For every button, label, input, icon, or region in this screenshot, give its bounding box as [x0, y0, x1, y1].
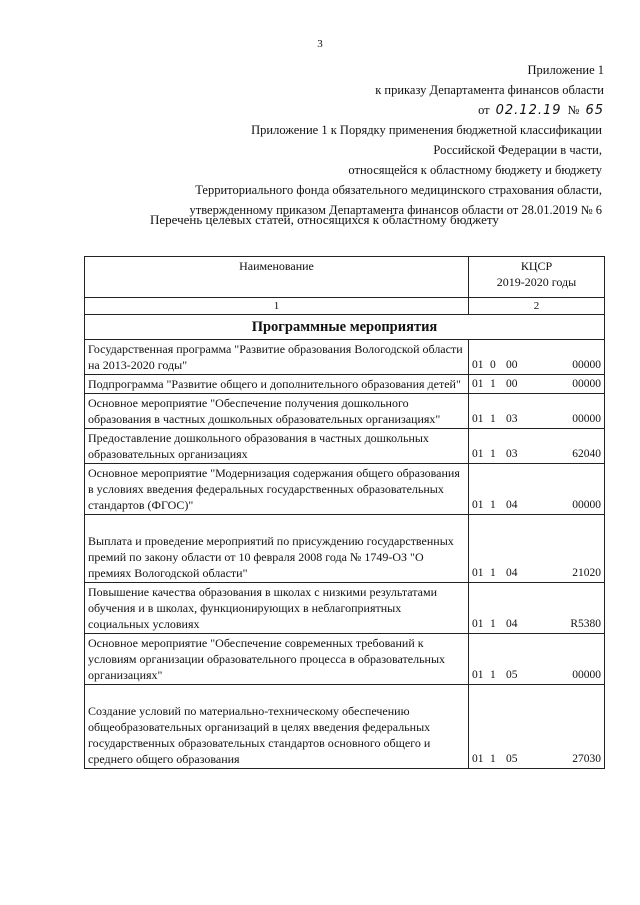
code-c4: 00000	[572, 669, 601, 681]
table-row	[85, 394, 605, 429]
code-c2: 1	[490, 669, 496, 681]
row-name: Предоставление дошкольного образования в частных дошкольных образовательных организациях	[85, 429, 469, 464]
row-code	[469, 583, 605, 634]
code-c2: 1	[490, 378, 496, 390]
procedure-line: утвержденному приказом Департамента финансов области от 28.01.2019 № 6	[189, 203, 602, 217]
column-number-row	[85, 298, 605, 315]
appendix-header	[375, 60, 604, 121]
code-c1: 01	[472, 499, 484, 511]
target-articles-table	[84, 256, 605, 769]
table-row	[85, 340, 605, 375]
row-code	[469, 340, 605, 375]
row-code	[469, 464, 605, 515]
code-c1: 01	[472, 413, 484, 425]
code-c3: 04	[506, 618, 518, 630]
row-name: Выплата и проведение мероприятий по присуждению государственных премий по закону области от 10 февраля 2008 года № 1749-ОЗ "О премиях Вологодской области"	[85, 515, 469, 583]
row-code	[469, 685, 605, 769]
row-code	[469, 429, 605, 464]
code-parts	[472, 376, 601, 392]
table-row	[85, 685, 605, 769]
code-c1: 01	[472, 567, 484, 579]
code-parts	[472, 446, 601, 462]
appendix-title: Приложение 1	[527, 63, 604, 77]
table-row	[85, 375, 605, 394]
code-c3: 03	[506, 448, 518, 460]
code-c4: 00000	[572, 499, 601, 511]
section-title: Программные мероприятия	[85, 315, 605, 340]
code-c2: 1	[490, 413, 496, 425]
code-c2: 1	[490, 618, 496, 630]
row-name: Основное мероприятие "Модернизация содержания общего образования в условиях введения федеральных государственных образовательных стандартов (ФГОС)"	[85, 464, 469, 515]
table-row	[85, 429, 605, 464]
code-c1: 01	[472, 359, 484, 371]
row-name: Создание условий по материально-техническому обеспечению общеобразовательных организаций в целях введения федеральных государственных образовательных стандартов основного общего и среднего общего образования	[85, 685, 469, 769]
list-title: Перечень целевых статей, относящихся к областному бюджету	[150, 212, 499, 227]
table-row	[85, 583, 605, 634]
row-code	[469, 634, 605, 685]
code-c3: 04	[506, 499, 518, 511]
code-c1: 01	[472, 618, 484, 630]
handwritten-number: 65	[585, 103, 604, 118]
table-header-row	[85, 257, 605, 298]
code-c3: 05	[506, 669, 518, 681]
code-c2: 1	[490, 567, 496, 579]
code-c4: 00000	[572, 413, 601, 425]
row-name: Государственная программа "Развитие образования Вологодской области на 2013-2020 годы"	[85, 340, 469, 375]
code-c1: 01	[472, 669, 484, 681]
code-c3: 00	[506, 378, 518, 390]
row-code	[469, 375, 605, 394]
appendix-order-ref: к приказу Департамента финансов области	[375, 83, 604, 97]
code-parts	[472, 497, 601, 513]
procedure-line: Приложение 1 к Порядку применения бюджетной классификации	[251, 123, 602, 137]
code-c2: 0	[490, 359, 496, 371]
code-c4: 00000	[572, 359, 601, 371]
code-c2: 1	[490, 499, 496, 511]
code-parts	[472, 751, 601, 767]
code-c4: 00000	[572, 378, 601, 390]
code-c4: 62040	[572, 448, 601, 460]
table-row	[85, 464, 605, 515]
table-row	[85, 515, 605, 583]
column-number-1: 1	[85, 298, 469, 315]
code-c3: 00	[506, 359, 518, 371]
procedure-header	[190, 120, 602, 220]
code-c2: 1	[490, 753, 496, 765]
code-c1: 01	[472, 378, 484, 390]
code-c4: R5380	[570, 618, 601, 630]
code-c1: 01	[472, 448, 484, 460]
code-c2: 1	[490, 448, 496, 460]
code-parts	[472, 616, 601, 632]
procedure-line: относящейся к областному бюджету и бюджету	[348, 163, 602, 177]
code-parts	[472, 357, 601, 373]
from-label: от	[478, 103, 490, 117]
row-name: Основное мероприятие "Обеспечение современных требований к условиям организации образовательного процесса в образовательных организациях"	[85, 634, 469, 685]
code-c4: 27030	[572, 753, 601, 765]
row-code	[469, 394, 605, 429]
table-row	[85, 634, 605, 685]
code-parts	[472, 667, 601, 683]
procedure-line: Территориального фонда обязательного медицинского страхования области,	[195, 183, 602, 197]
row-name: Повышение качества образования в школах с низкими результатами обучения и в школах, функционирующих в неблагоприятных социальных условиях	[85, 583, 469, 634]
row-name: Подпрограмма "Развитие общего и дополнительного образования детей"	[85, 375, 469, 394]
row-code	[469, 515, 605, 583]
header-code-title: КЦСР	[520, 259, 553, 273]
header-name: Наименование	[85, 257, 469, 298]
code-parts	[472, 565, 601, 581]
column-number-2: 2	[469, 298, 605, 315]
page-number: 3	[317, 38, 323, 50]
handwritten-date: 02.12.19	[495, 103, 562, 118]
procedure-line: Российской Федерации в части,	[433, 143, 602, 157]
header-code	[469, 257, 605, 298]
code-c3: 03	[506, 413, 518, 425]
number-label: №	[567, 103, 580, 117]
section-row	[85, 315, 605, 340]
code-c4: 21020	[572, 567, 601, 579]
code-c1: 01	[472, 753, 484, 765]
order-date-line	[478, 100, 604, 121]
code-c3: 04	[506, 567, 518, 579]
code-parts	[472, 411, 601, 427]
header-code-years: 2019-2020 годы	[496, 275, 577, 289]
code-c3: 05	[506, 753, 518, 765]
row-name: Основное мероприятие "Обеспечение получения дошкольного образования в частных дошкольных образовательных организациях"	[85, 394, 469, 429]
